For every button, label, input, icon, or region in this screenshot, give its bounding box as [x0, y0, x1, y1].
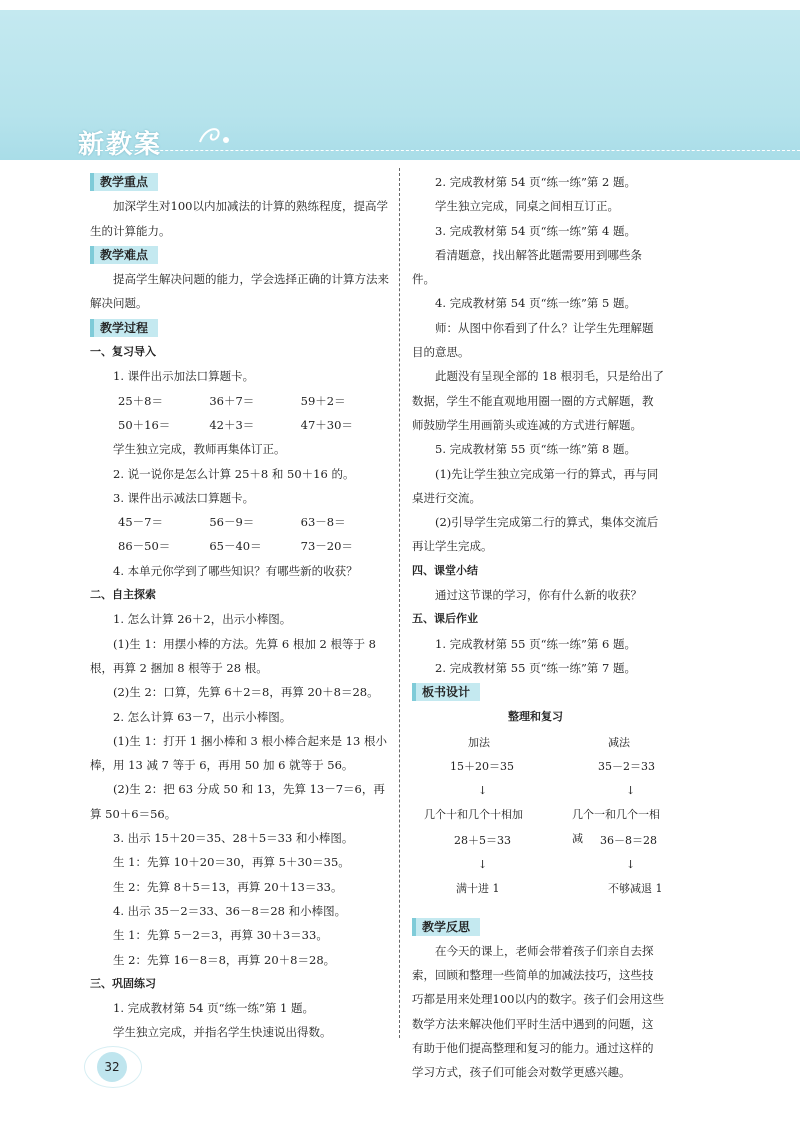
- problem: 73－20＝: [300, 539, 353, 554]
- section-key-points: 教学重点: [90, 173, 158, 191]
- paragraph: 4. 出示 35－2＝33、36－8＝28 和小棒图。: [113, 903, 347, 918]
- paragraph: 1. 完成教材第 54 页“练一练”第 1 题。: [113, 1001, 314, 1016]
- problem: 63－8＝: [300, 515, 346, 530]
- board-equation: 36－8＝28: [600, 833, 657, 847]
- paragraph: 生 2：先算 8＋5＝13，再算 20＋13＝33。: [113, 879, 343, 894]
- board-equation: 15＋20＝35: [450, 759, 514, 773]
- board-design: [412, 705, 664, 915]
- paragraph: 此题没有呈现全部的 18 根羽毛，只是给出了数据，学生不能直观地用圈一圈的方式解题，教师鼓励学生用画箭头或连减的方式进行解题。: [412, 369, 664, 432]
- paragraph: 4. 完成教材第 54 页“练一练”第 5 题。: [435, 296, 636, 311]
- paragraph: 看清题意，找出解答此题需要用到哪些条件。: [412, 247, 642, 287]
- paragraph: 学生独立完成，同桌之间相互订正。: [435, 199, 619, 214]
- section-reflection: 教学反思: [412, 918, 480, 936]
- column-divider: [399, 168, 400, 1038]
- paragraph: (2)引导学生完成第二行的算式，集体交流后再让学生完成。: [412, 515, 659, 554]
- problem: 86－50＝: [118, 539, 171, 554]
- down-arrow-icon: ↓: [626, 857, 636, 871]
- left-column: [90, 170, 392, 1045]
- paragraph: 2. 完成教材第 54 页“练一练”第 2 题。: [435, 175, 636, 189]
- header-banner: [0, 10, 800, 160]
- step-heading: 三、巩固练习: [90, 976, 156, 990]
- right-column: [412, 170, 664, 1085]
- paragraph: (2)生 2：把 63 分成 50 和 13，先算 13－7＝6，再算 50＋6＝56。: [90, 782, 385, 821]
- paragraph: (1)生 1：打开 1 捆小棒和 3 根小棒合起来是 13 根小棒，用 13 减 7 等于 6，再用 50 加 6 就等于 56。: [90, 733, 387, 773]
- reflection-text: 在今天的课上，老师会带着孩子们亲自去探索，回顾和整理一些简单的加减法技巧，这些技巧都是用来处理100以内的数字。孩子们会用这些数学方法来解决他们平时生活中遇到的问题，这有助于他们提高整理和复习的能力。通过这样的学习方式，孩子们可能会对数学更感兴趣。: [412, 943, 664, 1080]
- paragraph: 4. 本单元你学到了哪些知识？有哪些新的收获？: [113, 563, 358, 578]
- paragraph: 学生独立完成，教师再集体订正。: [113, 442, 286, 457]
- board-label-sub: 减法: [608, 735, 630, 749]
- page-number: 32: [97, 1052, 127, 1082]
- paragraph: 1. 怎么计算 26＋2，出示小棒图。: [113, 612, 292, 627]
- down-arrow-icon: ↓: [626, 783, 636, 797]
- step-heading: 二、自主探索: [90, 588, 156, 602]
- board-method: 几个一和几个一相减: [572, 807, 660, 845]
- problem: 59＋2＝: [300, 393, 346, 408]
- paragraph: 生 2：先算 16－8＝8，再算 20＋8＝28。: [113, 952, 336, 967]
- sub-problems-row: [90, 510, 392, 534]
- paragraph: 2. 怎么计算 63－7，出示小棒图。: [113, 709, 292, 724]
- problem: 25＋8＝: [118, 393, 163, 408]
- step-heading: 四、课堂小结: [412, 563, 478, 577]
- board-equation: 35－2＝33: [598, 759, 655, 773]
- paragraph: 生 1：先算 10＋20＝30，再算 5＋30＝35。: [113, 855, 350, 870]
- problem: 45－7＝: [118, 515, 163, 530]
- add-problems-row: [90, 389, 392, 413]
- add-problems-row: [90, 413, 392, 437]
- header-divider: [90, 150, 800, 151]
- paragraph: 5. 完成教材第 55 页“练一练”第 8 题。: [435, 442, 636, 457]
- sub-problems-row: [90, 534, 392, 558]
- problem: 36＋7＝: [209, 393, 255, 408]
- section-difficulties: 教学难点: [90, 246, 158, 264]
- board-method: 几个十和几个十相加: [424, 807, 523, 821]
- paragraph: 生 1：先算 5－2＝3，再算 30＋3＝33。: [113, 928, 328, 943]
- key-points-text: 加深学生对100以内加减法的计算的熟练程度，提高学生的计算能力。: [90, 199, 388, 238]
- paragraph: (1)生 1：用摆小棒的方法。先算 6 根加 2 根等于 8 根，再算 2 捆加 8 根等于 28 根。: [90, 636, 376, 675]
- paragraph: 3. 出示 15＋20＝35、28＋5＝33 和小棒图。: [113, 831, 354, 846]
- board-equation: 28＋5＝33: [454, 833, 511, 847]
- paragraph: 2. 说一说你是怎么计算 25＋8 和 50＋16 的。: [113, 466, 355, 481]
- header-title: 新教案: [78, 130, 163, 160]
- paragraph: 2. 完成教材第 55 页“练一练”第 7 题。: [435, 660, 636, 675]
- board-rule: 不够减退 1: [608, 881, 663, 895]
- step-heading: 一、复习导入: [90, 345, 156, 359]
- paragraph: 通过这节课的学习，你有什么新的收获？: [435, 588, 642, 603]
- problem: 65－40＝: [209, 539, 262, 554]
- problem: 47＋30＝: [300, 417, 353, 432]
- paragraph: 3. 完成教材第 54 页“练一练”第 4 题。: [435, 223, 636, 238]
- board-title: 整理和复习: [508, 709, 563, 723]
- paragraph: 1. 完成教材第 55 页“练一练”第 6 题。: [435, 636, 636, 651]
- board-rule: 满十进 1: [456, 881, 500, 895]
- paragraph: (1)先让学生独立完成第一行的算式，再与同桌进行交流。: [412, 466, 659, 505]
- paragraph: 学生独立完成，并指名学生快速说出得数。: [113, 1025, 332, 1040]
- paragraph: 1. 课件出示加法口算题卡。: [113, 369, 255, 384]
- section-board-design: 板书设计: [412, 683, 480, 701]
- down-arrow-icon: ↓: [478, 857, 488, 871]
- problem: 50＋16＝: [118, 417, 171, 432]
- paragraph: 3. 课件出示减法口算题卡。: [113, 490, 255, 505]
- section-process: 教学过程: [90, 319, 158, 337]
- paragraph: (2)生 2：口算，先算 6＋2＝8，再算 20＋8＝28。: [113, 685, 379, 700]
- problem: 42＋3＝: [209, 417, 255, 432]
- difficulties-text: 提高学生解决问题的能力，学会选择正确的计算方法来解决问题。: [90, 272, 389, 311]
- problem: 56－9＝: [209, 515, 255, 530]
- step-heading: 五、课后作业: [412, 612, 478, 626]
- swirl-decoration-icon: [196, 122, 236, 148]
- down-arrow-icon: ↓: [478, 783, 488, 797]
- board-label-add: 加法: [468, 735, 490, 749]
- paragraph: 师：从图中你看到了什么？让学生先理解题目的意思。: [412, 320, 654, 360]
